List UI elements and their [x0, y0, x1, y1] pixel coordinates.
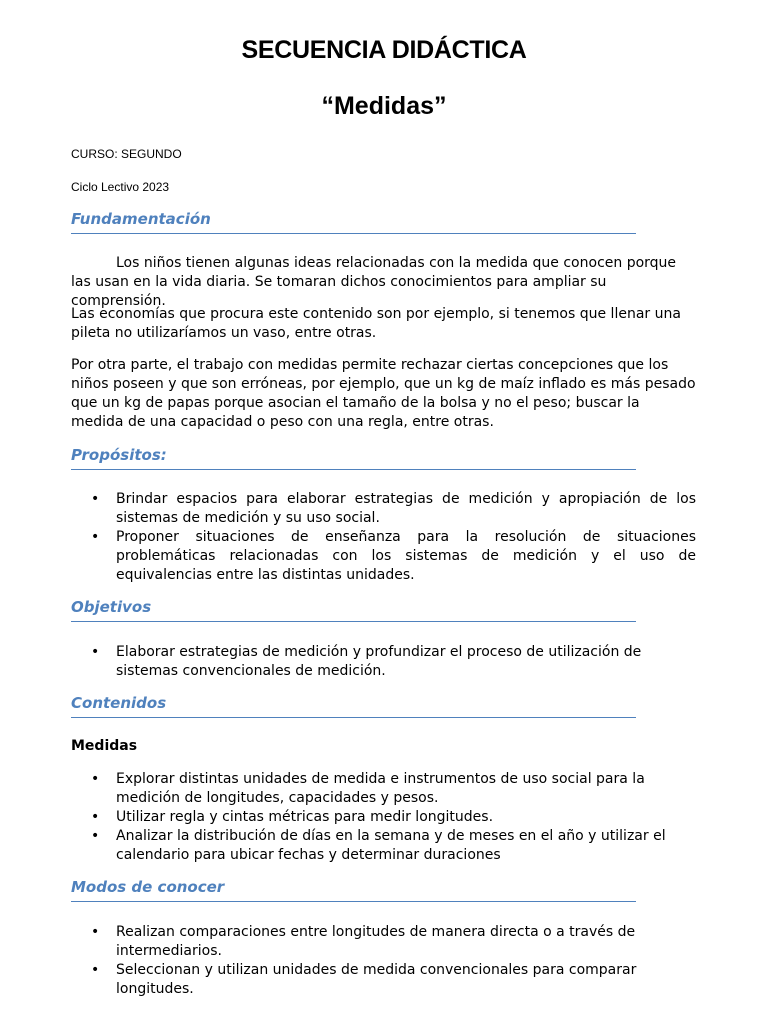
bullet-icon: • [91, 809, 100, 825]
bullet-icon: • [91, 924, 100, 940]
list-item [71, 770, 696, 808]
list-item-text: Analizar la distribución de días en la semana y de meses en el año y utilizar el calendario para ubicar fechas y determinar duraciones [116, 828, 666, 863]
bullet-icon: • [91, 644, 100, 660]
list-item [71, 490, 696, 528]
heading-fundamentacion: Fundamentación [71, 210, 636, 234]
list-item-text: Explorar distintas unidades de medida e instrumentos de uso social para la medición de longitudes, capacidades y pesos. [116, 771, 645, 806]
curso-label: CURSO: SEGUNDO [71, 147, 182, 161]
list-item-text: Brindar espacios para elaborar estrategias de medición y apropiación de los sistemas de medición y su uso social. [116, 491, 696, 526]
document-subtitle: “Medidas” [321, 92, 447, 120]
ciclo-label: Ciclo Lectivo 2023 [71, 180, 170, 194]
heading-modos-de-conocer: Modos de conocer [71, 878, 636, 902]
list-item-text: Elaborar estrategias de medición y profundizar el proceso de utilización de sistemas convencionales de medición. [116, 644, 642, 679]
fundamentacion-paragraph-1: Los niños tienen algunas ideas relacionadas con la medida que conocen porque las usan en la vida diaria. Se tomaran dichos conocimientos para ampliar su comprensión. [71, 255, 677, 309]
contenidos-list [71, 770, 696, 865]
list-item [71, 808, 696, 827]
list-item [71, 643, 696, 681]
objetivos-list [71, 643, 696, 681]
fundamentacion-paragraph-3: Por otra parte, el trabajo con medidas permite rechazar ciertas concepciones que los niños poseen y que son erróneas, por ejemplo, que un kg de maíz inflado es más pesado que un kg de papas porque asocian el tamaño de la bolsa y no el peso; buscar la medida de una capacidad o peso con una regla, entre otras. [71, 357, 696, 430]
modos-list [71, 923, 696, 999]
heading-propositos: Propósitos: [71, 446, 636, 470]
bullet-icon: • [91, 771, 100, 787]
list-item-text: Utilizar regla y cintas métricas para medir longitudes. [116, 809, 494, 825]
list-item [71, 961, 696, 999]
fundamentacion-paragraph-2: Las economías que procura este contenido son por ejemplo, si tenemos que llenar una pileta no utilizaríamos un vaso, entre otras. [71, 306, 681, 341]
list-item [71, 923, 696, 961]
bullet-icon: • [91, 828, 100, 844]
bullet-icon: • [91, 529, 100, 545]
heading-contenidos: Contenidos [71, 694, 636, 718]
list-item [71, 827, 696, 865]
propositos-list [71, 490, 696, 585]
bullet-icon: • [91, 491, 100, 507]
list-item [71, 528, 696, 585]
document-title: SECUENCIA DIDÁCTICA [241, 36, 527, 64]
bullet-icon: • [91, 962, 100, 978]
list-item-text: Proponer situaciones de enseñanza para la resolución de situaciones problemáticas relacionadas con los sistemas de medición y el uso de equivalencias entre las distintas unidades. [116, 529, 696, 583]
list-item-text: Seleccionan y utilizan unidades de medida convencionales para comparar longitudes. [116, 962, 637, 997]
heading-objetivos: Objetivos [71, 598, 636, 622]
contenidos-subheading: Medidas [71, 738, 138, 754]
list-item-text: Realizan comparaciones entre longitudes de manera directa o a través de intermediarios. [116, 924, 636, 959]
